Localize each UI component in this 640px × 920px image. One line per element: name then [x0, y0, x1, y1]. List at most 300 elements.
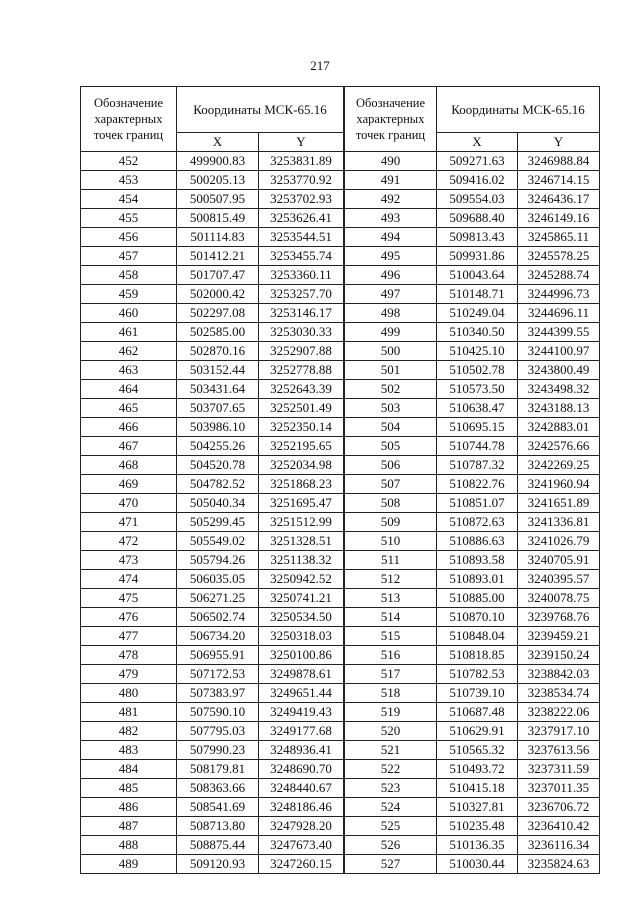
point-id-cell: 507	[345, 475, 437, 494]
x-coordinate-cell: 505040.34	[177, 494, 259, 513]
x-coordinate-cell: 510502.78	[437, 361, 518, 380]
y-coordinate-cell: 3252501.49	[259, 399, 344, 418]
x-coordinate-cell: 508713.80	[177, 817, 259, 836]
x-coordinate-cell: 505299.45	[177, 513, 259, 532]
point-id-cell: 501	[345, 361, 437, 380]
y-coordinate-cell: 3252350.14	[259, 418, 344, 437]
y-coordinate-cell: 3253770.92	[259, 171, 344, 190]
x-coordinate-cell: 503152.44	[177, 361, 259, 380]
y-coordinate-cell: 3239768.76	[518, 608, 600, 627]
table-row	[81, 608, 344, 627]
table-row	[81, 418, 344, 437]
x-coordinate-cell: 508541.69	[177, 798, 259, 817]
x-coordinate-cell: 507383.97	[177, 684, 259, 703]
y-coordinate-cell: 3253257.70	[259, 285, 344, 304]
y-coordinate-cell: 3252907.88	[259, 342, 344, 361]
table-row	[81, 836, 344, 855]
y-coordinate-cell: 3250100.86	[259, 646, 344, 665]
x-coordinate-cell: 501114.83	[177, 228, 259, 247]
x-coordinate-cell: 510848.04	[437, 627, 518, 646]
point-id-cell: 480	[81, 684, 177, 703]
y-coordinate-cell: 3252778.88	[259, 361, 344, 380]
point-id-cell: 456	[81, 228, 177, 247]
point-id-cell: 478	[81, 646, 177, 665]
point-id-cell: 497	[345, 285, 437, 304]
table-row	[345, 399, 600, 418]
y-coordinate-cell: 3239459.21	[518, 627, 600, 646]
table-row	[345, 171, 600, 190]
x-coordinate-cell: 510822.76	[437, 475, 518, 494]
y-coordinate-cell: 3245578.25	[518, 247, 600, 266]
table-row	[345, 190, 600, 209]
table-row	[81, 475, 344, 494]
point-id-cell: 479	[81, 665, 177, 684]
y-coordinate-cell: 3237613.56	[518, 741, 600, 760]
y-coordinate-cell: 3241336.81	[518, 513, 600, 532]
point-id-cell: 508	[345, 494, 437, 513]
table-row	[81, 684, 344, 703]
y-coordinate-cell: 3252195.65	[259, 437, 344, 456]
point-id-cell: 491	[345, 171, 437, 190]
point-id-cell: 519	[345, 703, 437, 722]
table-row	[345, 247, 600, 266]
y-coordinate-cell: 3244399.55	[518, 323, 600, 342]
table-row	[81, 361, 344, 380]
y-coordinate-cell: 3253146.17	[259, 304, 344, 323]
point-id-cell: 499	[345, 323, 437, 342]
x-coordinate-cell: 510565.32	[437, 741, 518, 760]
table-row	[345, 418, 600, 437]
table-row	[81, 304, 344, 323]
x-coordinate-cell: 505794.26	[177, 551, 259, 570]
y-coordinate-cell: 3244696.11	[518, 304, 600, 323]
point-id-cell: 492	[345, 190, 437, 209]
table-row	[345, 817, 600, 836]
table-row	[345, 722, 600, 741]
point-id-cell: 502	[345, 380, 437, 399]
table-row	[81, 190, 344, 209]
point-id-cell: 525	[345, 817, 437, 836]
table-row	[81, 703, 344, 722]
x-coordinate-cell: 509813.43	[437, 228, 518, 247]
x-coordinate-cell: 504255.26	[177, 437, 259, 456]
point-id-cell: 452	[81, 152, 177, 171]
x-coordinate-cell: 510573.50	[437, 380, 518, 399]
table-row	[81, 171, 344, 190]
point-id-cell: 453	[81, 171, 177, 190]
x-coordinate-cell: 510886.63	[437, 532, 518, 551]
table-row	[345, 209, 600, 228]
y-coordinate-cell: 3240395.57	[518, 570, 600, 589]
x-coordinate-cell: 501412.21	[177, 247, 259, 266]
point-id-cell: 510	[345, 532, 437, 551]
x-coordinate-cell: 506271.25	[177, 589, 259, 608]
point-id-cell: 470	[81, 494, 177, 513]
table-row	[81, 342, 344, 361]
y-coordinate-cell: 3253702.93	[259, 190, 344, 209]
table-row	[345, 627, 600, 646]
y-coordinate-cell: 3243800.49	[518, 361, 600, 380]
x-coordinate-cell: 510893.01	[437, 570, 518, 589]
x-coordinate-cell: 510340.50	[437, 323, 518, 342]
x-coordinate-cell: 502585.00	[177, 323, 259, 342]
header-x: X	[177, 133, 259, 152]
table-row	[345, 285, 600, 304]
header-x: X	[437, 133, 518, 152]
x-coordinate-cell: 507172.53	[177, 665, 259, 684]
x-coordinate-cell: 504782.52	[177, 475, 259, 494]
header-y: Y	[259, 133, 344, 152]
y-coordinate-cell: 3250741.21	[259, 589, 344, 608]
table-row	[345, 494, 600, 513]
y-coordinate-cell: 3248936.41	[259, 741, 344, 760]
table-row	[345, 608, 600, 627]
y-coordinate-cell: 3242576.66	[518, 437, 600, 456]
y-coordinate-cell: 3248186.46	[259, 798, 344, 817]
y-coordinate-cell: 3246988.84	[518, 152, 600, 171]
table-row	[345, 798, 600, 817]
x-coordinate-cell: 510148.71	[437, 285, 518, 304]
y-coordinate-cell: 3251868.23	[259, 475, 344, 494]
table-row	[345, 456, 600, 475]
header-coordinates-group: Координаты МСК-65.16	[177, 87, 344, 133]
table-row	[81, 551, 344, 570]
x-coordinate-cell: 510893.58	[437, 551, 518, 570]
table-row	[81, 798, 344, 817]
table-row	[345, 304, 600, 323]
y-coordinate-cell: 3238534.74	[518, 684, 600, 703]
x-coordinate-cell: 507590.10	[177, 703, 259, 722]
x-coordinate-cell: 509931.86	[437, 247, 518, 266]
point-id-cell: 488	[81, 836, 177, 855]
y-coordinate-cell: 3243188.13	[518, 399, 600, 418]
table-row	[345, 342, 600, 361]
x-coordinate-cell: 502000.42	[177, 285, 259, 304]
x-coordinate-cell: 510136.35	[437, 836, 518, 855]
y-coordinate-cell: 3243498.32	[518, 380, 600, 399]
table-row	[81, 741, 344, 760]
table-row	[345, 665, 600, 684]
point-id-cell: 517	[345, 665, 437, 684]
point-id-cell: 503	[345, 399, 437, 418]
header-y: Y	[518, 133, 600, 152]
point-id-cell: 473	[81, 551, 177, 570]
x-coordinate-cell: 510782.53	[437, 665, 518, 684]
x-coordinate-cell: 510638.47	[437, 399, 518, 418]
table-row	[81, 266, 344, 285]
x-coordinate-cell: 510851.07	[437, 494, 518, 513]
x-coordinate-cell: 508875.44	[177, 836, 259, 855]
y-coordinate-cell: 3237311.59	[518, 760, 600, 779]
table-row	[81, 532, 344, 551]
y-coordinate-cell: 3245288.74	[518, 266, 600, 285]
page-number: 217	[310, 58, 330, 73]
x-coordinate-cell: 502870.16	[177, 342, 259, 361]
table-row	[81, 323, 344, 342]
point-id-cell: 490	[345, 152, 437, 171]
point-id-cell: 506	[345, 456, 437, 475]
table-row	[81, 570, 344, 589]
point-id-cell: 509	[345, 513, 437, 532]
point-id-cell: 467	[81, 437, 177, 456]
x-coordinate-cell: 509688.40	[437, 209, 518, 228]
table-row	[345, 228, 600, 247]
point-id-cell: 454	[81, 190, 177, 209]
y-coordinate-cell: 3246436.17	[518, 190, 600, 209]
table-row	[81, 817, 344, 836]
table-row	[345, 836, 600, 855]
point-id-cell: 520	[345, 722, 437, 741]
x-coordinate-cell: 503707.65	[177, 399, 259, 418]
x-coordinate-cell: 502297.08	[177, 304, 259, 323]
table-row	[345, 855, 600, 874]
point-id-cell: 474	[81, 570, 177, 589]
point-id-cell: 518	[345, 684, 437, 703]
point-id-cell: 504	[345, 418, 437, 437]
table-row	[81, 722, 344, 741]
table-row	[345, 361, 600, 380]
x-coordinate-cell: 506955.91	[177, 646, 259, 665]
point-id-cell: 459	[81, 285, 177, 304]
x-coordinate-cell: 510787.32	[437, 456, 518, 475]
x-coordinate-cell: 509271.63	[437, 152, 518, 171]
y-coordinate-cell: 3252034.98	[259, 456, 344, 475]
x-coordinate-cell: 510493.72	[437, 760, 518, 779]
table-row	[345, 380, 600, 399]
point-id-cell: 476	[81, 608, 177, 627]
table-row	[345, 437, 600, 456]
point-id-cell: 472	[81, 532, 177, 551]
x-coordinate-cell: 507795.03	[177, 722, 259, 741]
y-coordinate-cell: 3236706.72	[518, 798, 600, 817]
point-id-cell: 496	[345, 266, 437, 285]
x-coordinate-cell: 508179.81	[177, 760, 259, 779]
table-row	[81, 399, 344, 418]
point-id-cell: 460	[81, 304, 177, 323]
table-row	[81, 209, 344, 228]
x-coordinate-cell: 510327.81	[437, 798, 518, 817]
y-coordinate-cell: 3250534.50	[259, 608, 344, 627]
x-coordinate-cell: 510249.04	[437, 304, 518, 323]
y-coordinate-cell: 3242883.01	[518, 418, 600, 437]
x-coordinate-cell: 505549.02	[177, 532, 259, 551]
table-row	[345, 551, 600, 570]
x-coordinate-cell: 500507.95	[177, 190, 259, 209]
x-coordinate-cell: 503986.10	[177, 418, 259, 437]
point-id-cell: 514	[345, 608, 437, 627]
point-id-cell: 524	[345, 798, 437, 817]
y-coordinate-cell: 3251695.47	[259, 494, 344, 513]
point-id-cell: 522	[345, 760, 437, 779]
table-row	[345, 475, 600, 494]
point-id-cell: 468	[81, 456, 177, 475]
x-coordinate-cell: 501707.47	[177, 266, 259, 285]
x-coordinate-cell: 508363.66	[177, 779, 259, 798]
x-coordinate-cell: 510739.10	[437, 684, 518, 703]
point-id-cell: 513	[345, 589, 437, 608]
table-row	[81, 760, 344, 779]
header-point-label: Обозначение характерных точек границ	[345, 87, 437, 152]
y-coordinate-cell: 3245865.11	[518, 228, 600, 247]
point-id-cell: 489	[81, 855, 177, 874]
table-row	[81, 779, 344, 798]
y-coordinate-cell: 3249878.61	[259, 665, 344, 684]
y-coordinate-cell: 3253831.89	[259, 152, 344, 171]
point-id-cell: 493	[345, 209, 437, 228]
x-coordinate-cell: 510415.18	[437, 779, 518, 798]
point-id-cell: 475	[81, 589, 177, 608]
table-body	[345, 152, 600, 874]
y-coordinate-cell: 3242269.25	[518, 456, 600, 475]
table-row	[345, 266, 600, 285]
point-id-cell: 498	[345, 304, 437, 323]
y-coordinate-cell: 3241960.94	[518, 475, 600, 494]
point-id-cell: 485	[81, 779, 177, 798]
table-row	[81, 152, 344, 171]
x-coordinate-cell: 510235.48	[437, 817, 518, 836]
x-coordinate-cell: 506035.05	[177, 570, 259, 589]
header-coordinates-group: Координаты МСК-65.16	[437, 87, 600, 133]
table-row	[81, 494, 344, 513]
y-coordinate-cell: 3253626.41	[259, 209, 344, 228]
x-coordinate-cell: 510629.91	[437, 722, 518, 741]
point-id-cell: 466	[81, 418, 177, 437]
y-coordinate-cell: 3253455.74	[259, 247, 344, 266]
coordinates-table-right	[344, 86, 600, 874]
x-coordinate-cell: 510744.78	[437, 437, 518, 456]
point-id-cell: 483	[81, 741, 177, 760]
x-coordinate-cell: 506502.74	[177, 608, 259, 627]
x-coordinate-cell: 499900.83	[177, 152, 259, 171]
y-coordinate-cell: 3237917.10	[518, 722, 600, 741]
point-id-cell: 463	[81, 361, 177, 380]
x-coordinate-cell: 503431.64	[177, 380, 259, 399]
x-coordinate-cell: 510885.00	[437, 589, 518, 608]
y-coordinate-cell: 3241026.79	[518, 532, 600, 551]
point-id-cell: 527	[345, 855, 437, 874]
point-id-cell: 465	[81, 399, 177, 418]
x-coordinate-cell: 509554.03	[437, 190, 518, 209]
y-coordinate-cell: 3239150.24	[518, 646, 600, 665]
table-row	[345, 589, 600, 608]
table-row	[345, 779, 600, 798]
x-coordinate-cell: 504520.78	[177, 456, 259, 475]
point-id-cell: 457	[81, 247, 177, 266]
point-id-cell: 516	[345, 646, 437, 665]
point-id-cell: 464	[81, 380, 177, 399]
table-row	[345, 513, 600, 532]
y-coordinate-cell: 3244996.73	[518, 285, 600, 304]
point-id-cell: 487	[81, 817, 177, 836]
table-row	[81, 456, 344, 475]
table-row	[345, 760, 600, 779]
table-row	[345, 323, 600, 342]
table-row	[81, 437, 344, 456]
point-id-cell: 469	[81, 475, 177, 494]
y-coordinate-cell: 3249419.43	[259, 703, 344, 722]
y-coordinate-cell: 3252643.39	[259, 380, 344, 399]
y-coordinate-cell: 3238842.03	[518, 665, 600, 684]
table-row	[81, 228, 344, 247]
table-row	[81, 589, 344, 608]
point-id-cell: 484	[81, 760, 177, 779]
table-row	[81, 513, 344, 532]
y-coordinate-cell: 3244100.97	[518, 342, 600, 361]
x-coordinate-cell: 500815.49	[177, 209, 259, 228]
table-row	[345, 684, 600, 703]
table-row	[345, 741, 600, 760]
point-id-cell: 477	[81, 627, 177, 646]
point-id-cell: 500	[345, 342, 437, 361]
table-body	[81, 152, 344, 874]
y-coordinate-cell: 3236410.42	[518, 817, 600, 836]
x-coordinate-cell: 510687.48	[437, 703, 518, 722]
y-coordinate-cell: 3247673.40	[259, 836, 344, 855]
point-id-cell: 486	[81, 798, 177, 817]
y-coordinate-cell: 3246714.15	[518, 171, 600, 190]
y-coordinate-cell: 3249651.44	[259, 684, 344, 703]
x-coordinate-cell: 509416.02	[437, 171, 518, 190]
y-coordinate-cell: 3248690.70	[259, 760, 344, 779]
x-coordinate-cell: 510043.64	[437, 266, 518, 285]
y-coordinate-cell: 3250942.52	[259, 570, 344, 589]
coordinates-table-left	[80, 86, 344, 874]
table-row	[345, 646, 600, 665]
header-point-label: Обозначение характерных точек границ	[81, 87, 177, 152]
table-row	[345, 703, 600, 722]
table-row	[345, 152, 600, 171]
y-coordinate-cell: 3247260.15	[259, 855, 344, 874]
y-coordinate-cell: 3248440.67	[259, 779, 344, 798]
y-coordinate-cell: 3251328.51	[259, 532, 344, 551]
point-id-cell: 523	[345, 779, 437, 798]
y-coordinate-cell: 3249177.68	[259, 722, 344, 741]
table-row	[81, 380, 344, 399]
table-row	[81, 855, 344, 874]
y-coordinate-cell: 3237011.35	[518, 779, 600, 798]
y-coordinate-cell: 3246149.16	[518, 209, 600, 228]
y-coordinate-cell: 3247928.20	[259, 817, 344, 836]
table-row	[81, 627, 344, 646]
point-id-cell: 482	[81, 722, 177, 741]
x-coordinate-cell: 510695.15	[437, 418, 518, 437]
table-row	[81, 247, 344, 266]
table-row	[345, 570, 600, 589]
point-id-cell: 471	[81, 513, 177, 532]
x-coordinate-cell: 509120.93	[177, 855, 259, 874]
x-coordinate-cell: 510872.63	[437, 513, 518, 532]
point-id-cell: 455	[81, 209, 177, 228]
table-row	[81, 646, 344, 665]
point-id-cell: 505	[345, 437, 437, 456]
table-row	[81, 285, 344, 304]
y-coordinate-cell: 3238222.06	[518, 703, 600, 722]
point-id-cell: 515	[345, 627, 437, 646]
point-id-cell: 462	[81, 342, 177, 361]
point-id-cell: 495	[345, 247, 437, 266]
y-coordinate-cell: 3241651.89	[518, 494, 600, 513]
table-row	[81, 665, 344, 684]
y-coordinate-cell: 3253360.11	[259, 266, 344, 285]
x-coordinate-cell: 510425.10	[437, 342, 518, 361]
y-coordinate-cell: 3250318.03	[259, 627, 344, 646]
y-coordinate-cell: 3253544.51	[259, 228, 344, 247]
point-id-cell: 494	[345, 228, 437, 247]
x-coordinate-cell: 510818.85	[437, 646, 518, 665]
y-coordinate-cell: 3235824.63	[518, 855, 600, 874]
point-id-cell: 511	[345, 551, 437, 570]
x-coordinate-cell: 506734.20	[177, 627, 259, 646]
